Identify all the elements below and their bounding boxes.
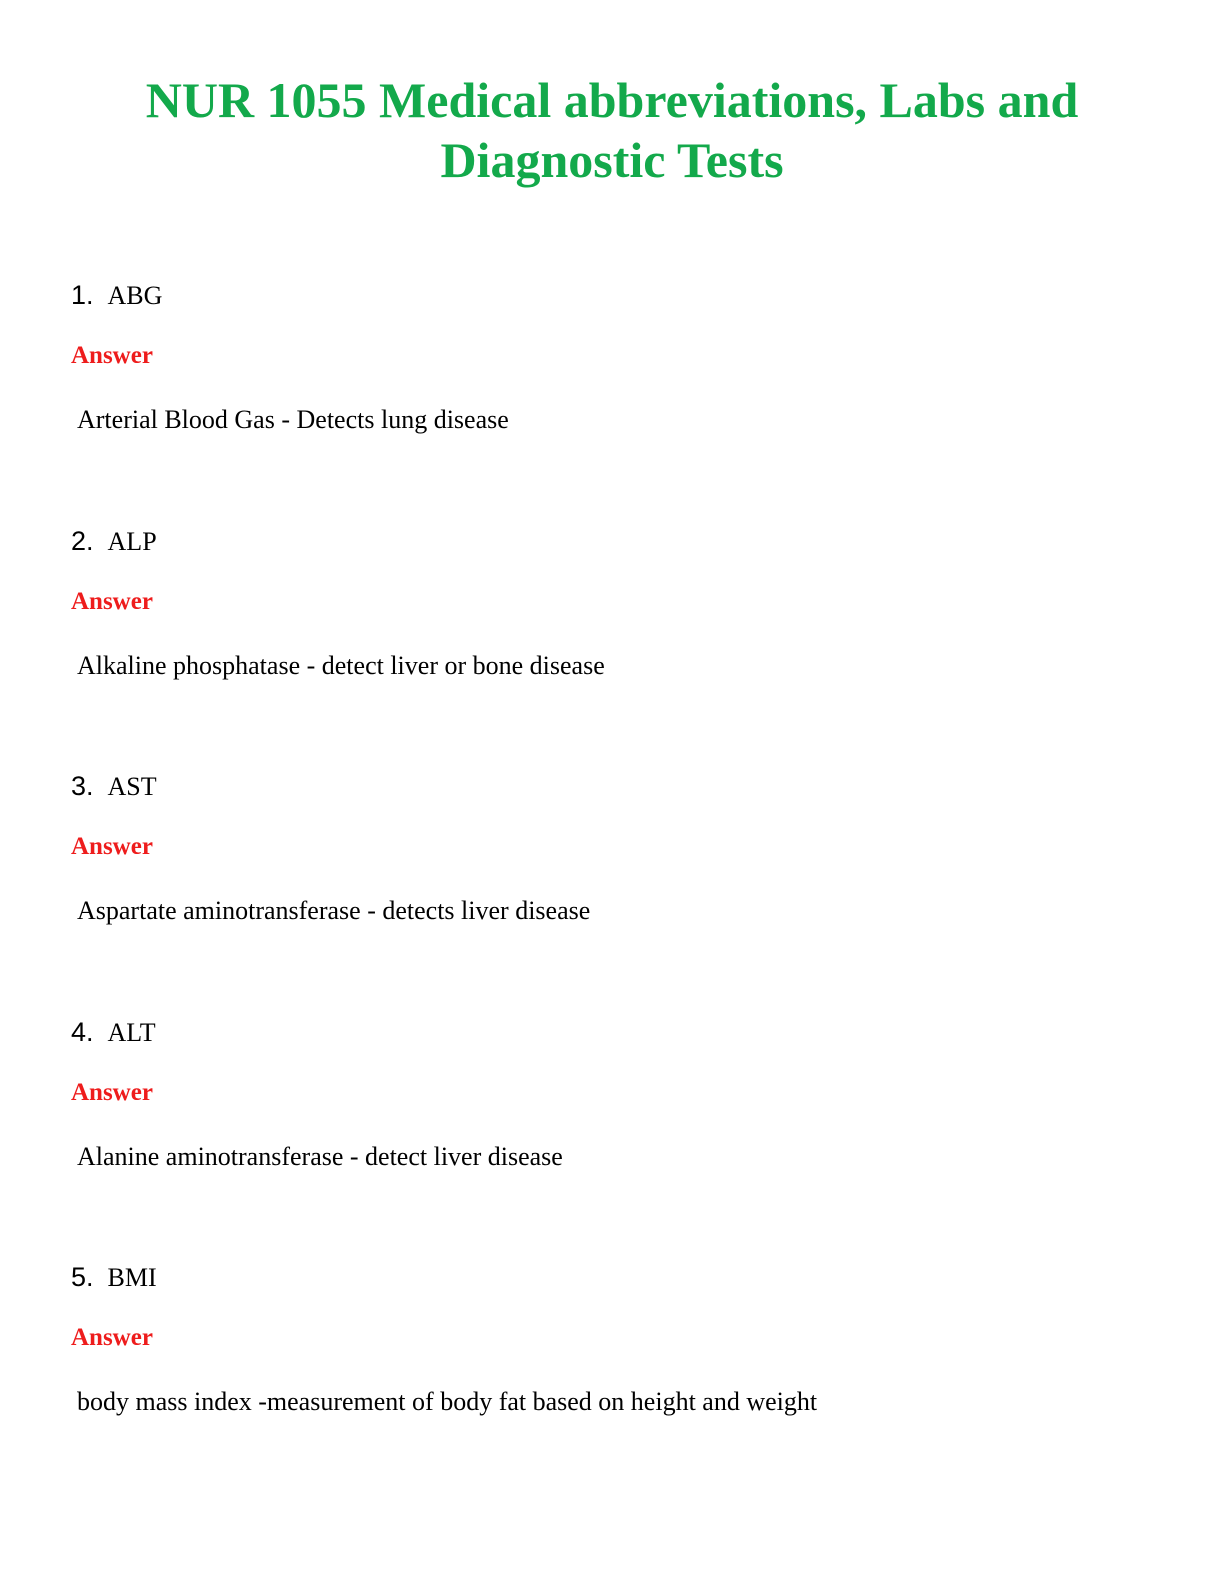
- question-item-3: [0, 768, 1224, 968]
- question-row: [71, 1014, 156, 1050]
- question-row: [71, 768, 157, 804]
- answer-label: Answer: [71, 1079, 153, 1106]
- question-row: [71, 277, 162, 313]
- question-item-2: [0, 523, 1224, 723]
- question-number: 1.: [71, 280, 94, 310]
- question-row: [71, 1259, 157, 1295]
- answer-text: Alkaline phosphatase - detect liver or bone disease: [77, 651, 605, 680]
- question-term: ABG: [107, 281, 163, 310]
- answer-text: Aspartate aminotransferase - detects liver disease: [77, 896, 591, 925]
- question-term: BMI: [107, 1263, 157, 1292]
- answer-text: Alanine aminotransferase - detect liver disease: [77, 1142, 563, 1171]
- title-line-1: NUR 1055 Medical abbreviations, Labs and: [145, 72, 1079, 128]
- answer-label: Answer: [71, 588, 153, 615]
- question-item-5: [0, 1259, 1224, 1459]
- page-title: [0, 70, 1224, 190]
- title-line-2: Diagnostic Tests: [440, 132, 784, 188]
- question-term: ALT: [107, 1018, 156, 1047]
- question-term: AST: [107, 772, 157, 801]
- question-number: 3.: [71, 771, 94, 801]
- answer-text: body mass index -measurement of body fat based on height and weight: [77, 1387, 818, 1416]
- answer-label: Answer: [71, 1324, 153, 1351]
- answer-label: Answer: [71, 833, 153, 860]
- question-number: 4.: [71, 1017, 94, 1047]
- question-number: 5.: [71, 1262, 94, 1292]
- answer-text: Arterial Blood Gas - Detects lung disease: [77, 405, 509, 434]
- question-term: ALP: [107, 527, 157, 556]
- question-row: [71, 523, 157, 559]
- answer-label: Answer: [71, 342, 153, 369]
- question-number: 2.: [71, 526, 94, 556]
- question-item-1: [0, 277, 1224, 477]
- question-item-4: [0, 1014, 1224, 1214]
